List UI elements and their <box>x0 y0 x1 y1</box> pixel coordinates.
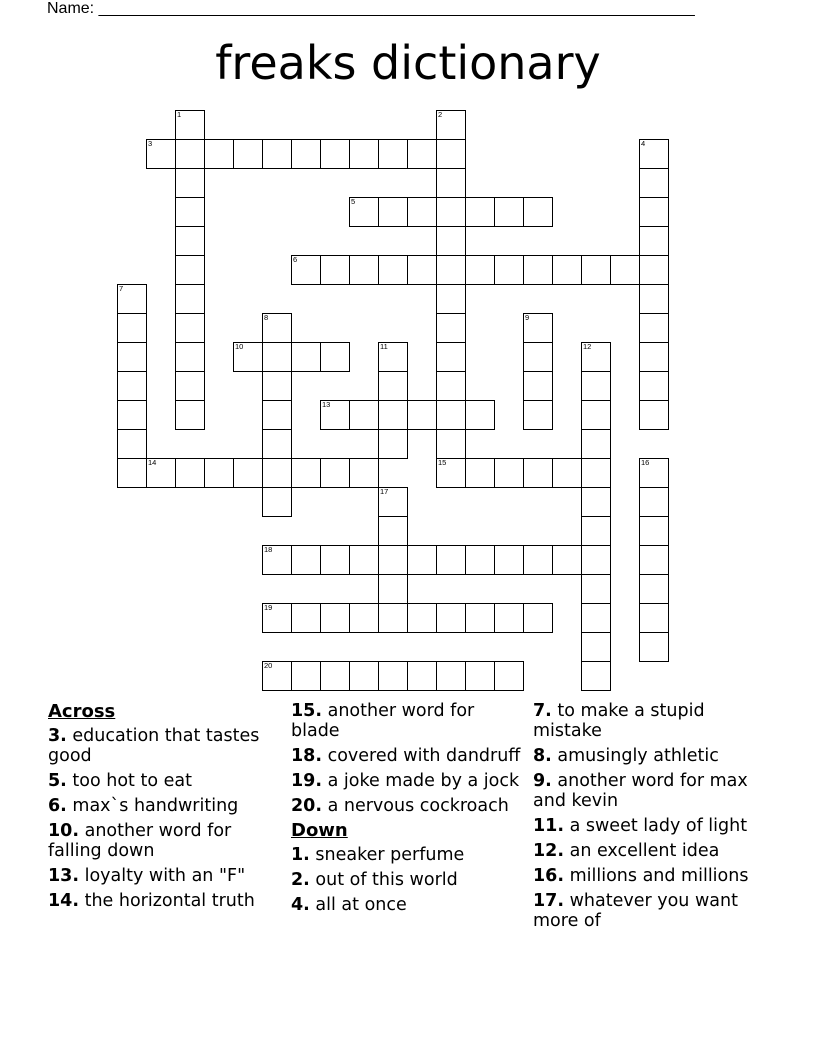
grid-cell[interactable] <box>639 516 669 546</box>
grid-cell[interactable] <box>639 400 669 430</box>
grid-cell[interactable] <box>639 168 669 198</box>
grid-cell[interactable] <box>407 661 437 691</box>
grid-cell[interactable] <box>639 574 669 604</box>
grid-cell[interactable] <box>320 342 350 372</box>
cell-number: 19 <box>264 603 273 612</box>
cell-number: 12 <box>583 342 592 351</box>
grid-cell[interactable] <box>117 371 147 401</box>
grid-cell[interactable] <box>349 255 379 285</box>
grid-cell[interactable] <box>436 226 466 256</box>
grid-cell[interactable] <box>581 371 611 401</box>
cell-number: 6 <box>293 255 298 264</box>
grid-cell[interactable] <box>175 313 205 343</box>
down-heading: Down <box>291 820 348 841</box>
grid-cell[interactable] <box>581 487 611 517</box>
grid-cell[interactable] <box>465 197 495 227</box>
cell-number: 4 <box>641 139 646 148</box>
clue-across-6 <box>48 796 278 816</box>
grid-cell[interactable] <box>262 603 292 633</box>
clue-text: loyalty with an "F" <box>84 866 246 886</box>
clue-text: a sweet lady of light <box>569 816 748 836</box>
grid-cell[interactable] <box>639 371 669 401</box>
cell-number: 17 <box>380 487 389 496</box>
grid-cell[interactable] <box>436 197 466 227</box>
clue-text: max`s handwriting <box>72 796 239 816</box>
grid-cell[interactable] <box>407 603 437 633</box>
grid-cell[interactable] <box>581 255 611 285</box>
clue-down-1 <box>291 845 526 865</box>
cell-number: 13 <box>322 400 331 409</box>
clue-down-7 <box>533 701 773 741</box>
cell-number: 20 <box>264 661 273 670</box>
clue-number: 7. <box>533 701 552 721</box>
grid-cell[interactable] <box>175 458 205 488</box>
grid-cell[interactable] <box>175 197 205 227</box>
grid-cell[interactable] <box>523 313 553 343</box>
grid-cell[interactable] <box>523 603 553 633</box>
clue-number: 2. <box>291 870 310 890</box>
grid-cell[interactable] <box>262 429 292 459</box>
clue-across-14 <box>48 891 278 911</box>
grid-cell[interactable] <box>581 458 611 488</box>
grid-cell[interactable] <box>494 458 524 488</box>
grid-cell[interactable] <box>175 226 205 256</box>
grid-cell[interactable] <box>523 255 553 285</box>
clue-number: 10. <box>48 821 80 841</box>
clue-across-19 <box>291 771 526 791</box>
grid-cell[interactable] <box>436 313 466 343</box>
clue-down-12 <box>533 841 773 861</box>
clue-text: covered with dandruff <box>327 746 521 766</box>
clue-text: the horizontal truth <box>84 891 255 911</box>
grid-cell[interactable] <box>639 603 669 633</box>
across-heading: Across <box>48 701 116 722</box>
clue-text: another word for max and kevin <box>533 771 748 811</box>
grid-cell[interactable] <box>581 574 611 604</box>
grid-cell[interactable] <box>581 603 611 633</box>
name-field[interactable]: Name: ___________________________________________________________________ <box>47 0 695 17</box>
grid-cell[interactable] <box>378 400 408 430</box>
clue-text: to make a stupid mistake <box>533 701 705 741</box>
grid-cell[interactable] <box>610 255 640 285</box>
grid-cell[interactable] <box>436 255 466 285</box>
grid-cell[interactable] <box>262 487 292 517</box>
grid-cell[interactable] <box>639 255 669 285</box>
grid-cell[interactable] <box>523 197 553 227</box>
grid-cell[interactable] <box>436 400 466 430</box>
grid-cell[interactable] <box>262 545 292 575</box>
clue-text: out of this world <box>315 870 458 890</box>
clue-number: 1. <box>291 845 310 865</box>
cell-number: 11 <box>380 342 388 351</box>
grid-cell[interactable] <box>146 139 176 169</box>
grid-cell[interactable] <box>552 458 582 488</box>
grid-cell[interactable] <box>349 603 379 633</box>
grid-cell[interactable] <box>349 139 379 169</box>
grid-cell[interactable] <box>639 313 669 343</box>
grid-cell[interactable] <box>523 342 553 372</box>
grid-cell[interactable] <box>175 139 205 169</box>
clue-number: 13. <box>48 866 80 886</box>
clue-across-3 <box>48 726 278 766</box>
clue-across-15 <box>291 701 526 741</box>
grid-cell[interactable] <box>349 661 379 691</box>
grid-cell[interactable] <box>639 632 669 662</box>
grid-cell[interactable] <box>117 342 147 372</box>
grid-cell[interactable] <box>581 429 611 459</box>
clue-across-5 <box>48 771 278 791</box>
grid-cell[interactable] <box>436 458 466 488</box>
clue-down-2 <box>291 870 526 890</box>
clue-number: 3. <box>48 726 67 746</box>
cell-number: 15 <box>438 458 447 467</box>
grid-cell[interactable] <box>581 342 611 372</box>
grid-cell[interactable] <box>349 197 379 227</box>
grid-cell[interactable] <box>465 458 495 488</box>
grid-cell[interactable] <box>117 313 147 343</box>
grid-cell[interactable] <box>204 458 234 488</box>
clue-down-4 <box>291 895 526 915</box>
grid-cell[interactable] <box>175 284 205 314</box>
clue-number: 11. <box>533 816 565 836</box>
grid-cell[interactable] <box>320 661 350 691</box>
grid-cell[interactable] <box>639 226 669 256</box>
clue-text: sneaker perfume <box>315 845 465 865</box>
clue-down-17 <box>533 891 773 931</box>
clue-number: 14. <box>48 891 80 911</box>
grid-cell[interactable] <box>523 400 553 430</box>
grid-cell[interactable] <box>291 139 321 169</box>
grid-cell[interactable] <box>436 168 466 198</box>
clue-text: whatever you want more of <box>533 891 738 931</box>
grid-cell[interactable] <box>407 139 437 169</box>
grid-cell[interactable] <box>639 487 669 517</box>
grid-cell[interactable] <box>378 516 408 546</box>
page-title: freaks dictionary <box>215 36 601 90</box>
cell-number: 3 <box>148 139 153 148</box>
clue-across-13 <box>48 866 278 886</box>
grid-cell[interactable] <box>320 545 350 575</box>
clue-down-8 <box>533 746 773 766</box>
clue-number: 4. <box>291 895 310 915</box>
grid-cell[interactable] <box>349 545 379 575</box>
grid-cell[interactable] <box>436 545 466 575</box>
clue-text: a joke made by a jock <box>327 771 520 791</box>
grid-cell[interactable] <box>378 371 408 401</box>
grid-cell[interactable] <box>204 139 234 169</box>
grid-cell[interactable] <box>639 284 669 314</box>
grid-cell[interactable] <box>291 255 321 285</box>
grid-cell[interactable] <box>465 661 495 691</box>
clue-number: 16. <box>533 866 565 886</box>
clue-number: 6. <box>48 796 67 816</box>
grid-cell[interactable] <box>407 400 437 430</box>
grid-cell[interactable] <box>378 139 408 169</box>
grid-cell[interactable] <box>320 400 350 430</box>
grid-cell[interactable] <box>320 458 350 488</box>
clue-down-11 <box>533 816 773 836</box>
grid-cell[interactable] <box>436 429 466 459</box>
grid-cell[interactable] <box>581 400 611 430</box>
grid-cell[interactable] <box>117 284 147 314</box>
clue-text: another word for blade <box>291 701 475 741</box>
clues-column-3 <box>533 701 773 936</box>
grid-cell[interactable] <box>639 197 669 227</box>
grid-cell[interactable] <box>175 342 205 372</box>
grid-cell[interactable] <box>494 545 524 575</box>
grid-cell[interactable] <box>378 661 408 691</box>
grid-cell[interactable] <box>639 139 669 169</box>
grid-cell[interactable] <box>494 661 524 691</box>
grid-cell[interactable] <box>552 255 582 285</box>
cell-number: 10 <box>235 342 244 351</box>
grid-cell[interactable] <box>581 632 611 662</box>
grid-cell[interactable] <box>291 545 321 575</box>
grid-cell[interactable] <box>378 342 408 372</box>
grid-cell[interactable] <box>436 661 466 691</box>
grid-cell[interactable] <box>552 545 582 575</box>
grid-cell[interactable] <box>407 255 437 285</box>
grid-cell[interactable] <box>117 429 147 459</box>
clue-text: another word for falling down <box>48 821 232 861</box>
grid-cell[interactable] <box>465 545 495 575</box>
clue-text: an excellent idea <box>569 841 720 861</box>
clue-text: too hot to eat <box>72 771 192 791</box>
grid-cell[interactable] <box>320 255 350 285</box>
grid-cell[interactable] <box>291 458 321 488</box>
grid-cell[interactable] <box>378 487 408 517</box>
grid-cell[interactable] <box>175 168 205 198</box>
grid-cell[interactable] <box>465 255 495 285</box>
grid-cell[interactable] <box>291 342 321 372</box>
grid-cell[interactable] <box>407 545 437 575</box>
grid-cell[interactable] <box>349 400 379 430</box>
grid-cell[interactable] <box>407 197 437 227</box>
clues-column-1 <box>48 701 278 916</box>
cell-number: 8 <box>264 313 269 322</box>
grid-cell[interactable] <box>262 342 292 372</box>
grid-cell[interactable] <box>175 255 205 285</box>
grid-cell[interactable] <box>291 603 321 633</box>
cell-number: 9 <box>525 313 530 322</box>
grid-cell[interactable] <box>262 313 292 343</box>
grid-cell[interactable] <box>378 603 408 633</box>
clue-across-20 <box>291 796 526 816</box>
grid-cell[interactable] <box>262 400 292 430</box>
grid-cell[interactable] <box>175 400 205 430</box>
grid-cell[interactable] <box>262 458 292 488</box>
clue-number: 20. <box>291 796 323 816</box>
grid-cell[interactable] <box>581 545 611 575</box>
clue-number: 19. <box>291 771 323 791</box>
grid-cell[interactable] <box>175 371 205 401</box>
clue-number: 9. <box>533 771 552 791</box>
grid-cell[interactable] <box>523 458 553 488</box>
grid-cell[interactable] <box>117 400 147 430</box>
clue-number: 12. <box>533 841 565 861</box>
grid-cell[interactable] <box>494 603 524 633</box>
grid-cell[interactable] <box>146 458 176 488</box>
cell-number: 2 <box>438 110 443 119</box>
cell-number: 1 <box>177 110 182 119</box>
clue-text: education that tastes good <box>48 726 260 766</box>
grid-cell[interactable] <box>262 139 292 169</box>
grid-cell[interactable] <box>117 458 147 488</box>
grid-cell[interactable] <box>436 603 466 633</box>
clue-across-18 <box>291 746 526 766</box>
grid-cell[interactable] <box>262 661 292 691</box>
clue-across-10 <box>48 821 278 861</box>
grid-cell[interactable] <box>581 516 611 546</box>
clue-down-16 <box>533 866 773 886</box>
grid-cell[interactable] <box>436 110 466 140</box>
grid-cell[interactable] <box>639 342 669 372</box>
grid-cell[interactable] <box>436 284 466 314</box>
grid-cell[interactable] <box>436 342 466 372</box>
grid-cell[interactable] <box>233 139 263 169</box>
grid-cell[interactable] <box>523 545 553 575</box>
grid-cell[interactable] <box>233 458 263 488</box>
clue-number: 15. <box>291 701 323 721</box>
grid-cell[interactable] <box>465 400 495 430</box>
clue-number: 8. <box>533 746 552 766</box>
grid-cell[interactable] <box>175 110 205 140</box>
grid-cell[interactable] <box>581 661 611 691</box>
clues-column-2 <box>291 701 526 920</box>
grid-cell[interactable] <box>349 458 379 488</box>
cell-number: 14 <box>148 458 157 467</box>
grid-cell[interactable] <box>436 139 466 169</box>
cell-number: 16 <box>641 458 650 467</box>
grid-cell[interactable] <box>233 342 263 372</box>
grid-cell[interactable] <box>262 371 292 401</box>
grid-cell[interactable] <box>378 574 408 604</box>
grid-cell[interactable] <box>523 371 553 401</box>
grid-cell[interactable] <box>291 661 321 691</box>
grid-cell[interactable] <box>378 255 408 285</box>
grid-cell[interactable] <box>494 255 524 285</box>
clue-number: 5. <box>48 771 67 791</box>
grid-cell[interactable] <box>320 139 350 169</box>
cell-number: 5 <box>351 197 356 206</box>
grid-cell[interactable] <box>378 197 408 227</box>
grid-cell[interactable] <box>378 429 408 459</box>
clue-text: all at once <box>315 895 407 915</box>
clue-text: amusingly athletic <box>557 746 719 766</box>
grid-cell[interactable] <box>465 603 495 633</box>
grid-cell[interactable] <box>378 545 408 575</box>
clue-down-9 <box>533 771 773 811</box>
clue-text: millions and millions <box>569 866 749 886</box>
grid-cell[interactable] <box>639 458 669 488</box>
clue-number: 17. <box>533 891 565 911</box>
clue-text: a nervous cockroach <box>327 796 509 816</box>
grid-cell[interactable] <box>436 371 466 401</box>
cell-number: 7 <box>119 284 124 293</box>
grid-cell[interactable] <box>639 545 669 575</box>
cell-number: 18 <box>264 545 273 554</box>
grid-cell[interactable] <box>494 197 524 227</box>
grid-cell[interactable] <box>320 603 350 633</box>
clue-number: 18. <box>291 746 323 766</box>
